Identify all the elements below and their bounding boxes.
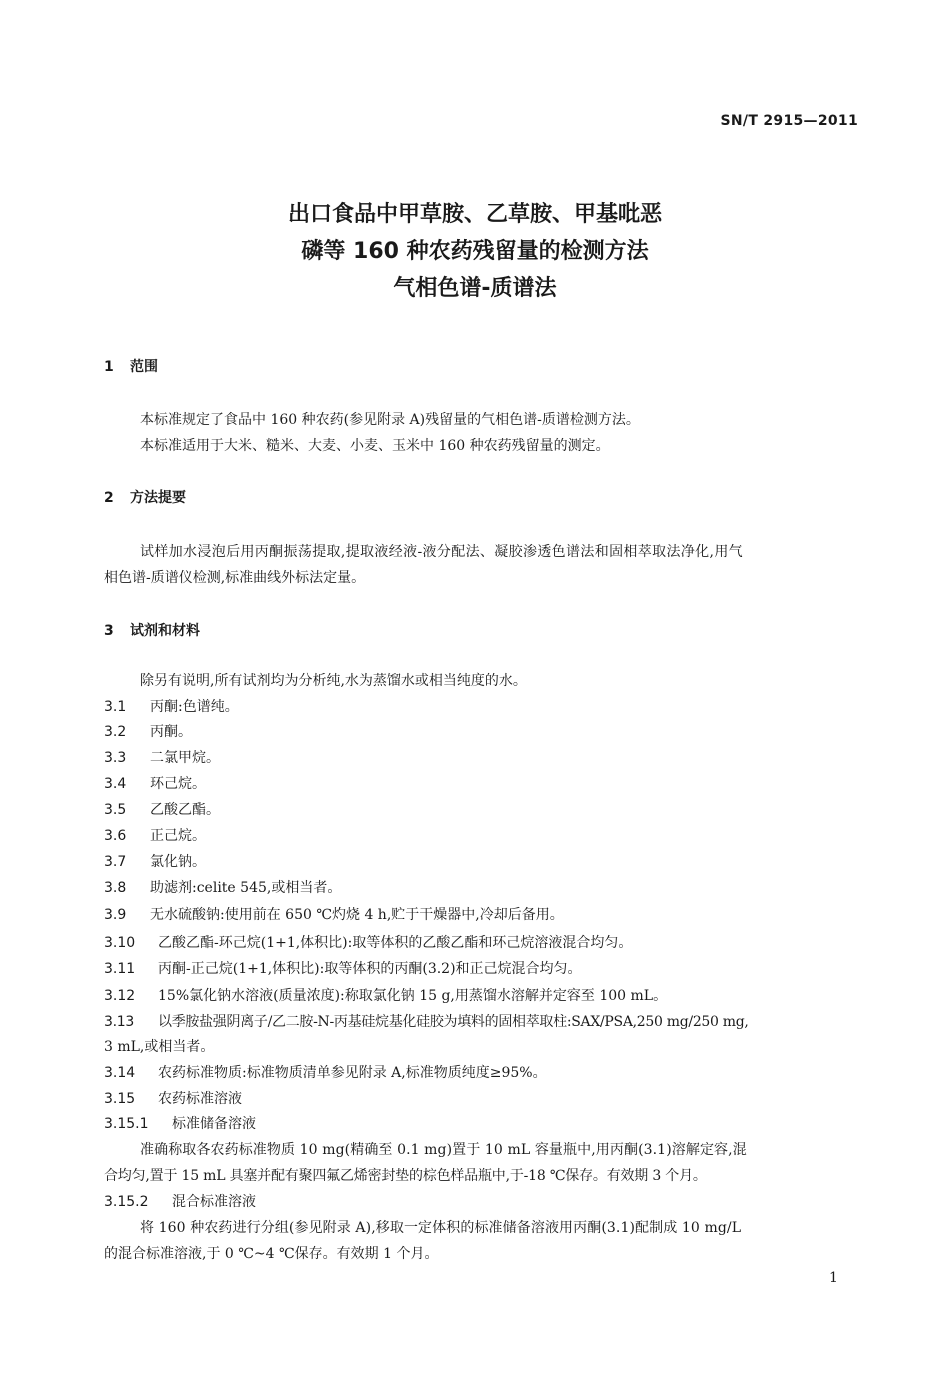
section-title: 范围 <box>130 359 158 375</box>
list-item-continuation <box>104 1036 214 1056</box>
item-text: 乙酸乙酯。 <box>150 802 220 818</box>
section-title: 方法提要 <box>130 490 186 506</box>
list-item <box>104 721 192 741</box>
item-text: 乙酸乙酯-环己烷(1+1,体积比):取等体积的乙酸乙酯和环己烷溶液混合均匀。 <box>158 935 633 951</box>
item-text: 丙酮:色谱纯。 <box>150 699 239 715</box>
item-text: 丙酮-正己烷(1+1,体积比):取等体积的丙酮(3.2)和正己烷混合均匀。 <box>158 961 582 977</box>
item-number: 3.3 <box>104 750 127 766</box>
list-item <box>104 958 582 978</box>
section-2-heading <box>104 487 186 507</box>
list-item <box>104 799 220 819</box>
section-1-paragraph-1: 本标准规定了食品中 160 种农药(参见附录 A)残留量的气相色谱-质谱检测方法。 <box>140 412 640 428</box>
section-2-paragraph-line-1: 试样加水浸泡后用丙酮振荡提取,提取液经液-液分配法、凝胶渗透色谱法和固相萃取法净化,用气 <box>140 544 744 560</box>
item-text: 3 mL,或相当者。 <box>104 1039 215 1055</box>
subsection-3-15-2-line-1: 将 160 种农药进行分组(参见附录 A),移取一定体积的标准储备溶液用丙酮(3.1)配制成 10 mg/L <box>140 1220 742 1236</box>
item-text: 正己烷。 <box>150 828 206 844</box>
item-number: 3.2 <box>104 724 127 740</box>
list-item <box>104 985 667 1005</box>
list-item <box>104 1062 547 1082</box>
item-text: 农药标准物质:标准物质清单参见附录 A,标准物质纯度≥95%。 <box>158 1065 547 1081</box>
item-text: 环己烷。 <box>150 776 206 792</box>
item-number: 3.7 <box>104 854 127 870</box>
section-number: 2 <box>104 490 114 506</box>
item-number: 3.1 <box>104 699 127 715</box>
item-text: 氯化钠。 <box>150 854 206 870</box>
item-text: 15%氯化钠水溶液(质量浓度):称取氯化钠 15 g,用蒸馏水溶解并定容至 100 mL。 <box>158 988 668 1004</box>
title-line-1: 出口食品中甲草胺、乙草胺、甲基吡恶 <box>287 202 662 227</box>
item-number: 3.11 <box>104 961 136 977</box>
item-number: 3.14 <box>104 1065 136 1081</box>
item-text: 助滤剂:celite 545,或相当者。 <box>150 880 342 896</box>
list-item <box>104 696 239 716</box>
item-number: 3.15.1 <box>104 1116 149 1132</box>
section-1-paragraph-2: 本标准适用于大米、糙米、大麦、小麦、玉米中 160 种农药残留量的测定。 <box>140 438 610 454</box>
standard-number: SN/T 2915—2011 <box>720 113 858 129</box>
item-number: 3.13 <box>104 1014 134 1030</box>
section-number: 1 <box>104 359 114 375</box>
list-item <box>104 825 206 845</box>
list-item <box>104 773 206 793</box>
subsection-3-15-1-line-1: 准确称取各农药标准物质 10 mg(精确至 0.1 mg)置于 10 mL 容量瓶中,用丙酮(3.1)溶解定容,混 <box>140 1142 747 1158</box>
list-item <box>104 1113 256 1133</box>
list-item <box>104 851 206 871</box>
item-number: 3.9 <box>104 907 127 923</box>
item-number: 3.6 <box>104 828 127 844</box>
list-item <box>104 932 632 952</box>
item-text: 丙酮。 <box>150 724 192 740</box>
item-text: 以季胺盐强阴离子/乙二胺-N-丙基硅烷基化硅胶为填料的固相萃取柱:SAX/PSA,250 mg/250 mg, <box>158 1014 749 1030</box>
item-text: 二氯甲烷。 <box>150 750 220 766</box>
item-number: 3.10 <box>104 935 136 951</box>
item-number: 3.8 <box>104 880 127 896</box>
item-number: 3.15.2 <box>104 1194 149 1210</box>
list-item <box>104 1191 256 1211</box>
item-number: 3.15 <box>104 1091 136 1107</box>
list-item <box>104 904 564 924</box>
section-title: 试剂和材料 <box>130 623 200 639</box>
item-text: 标准储备溶液 <box>172 1116 256 1132</box>
section-2-paragraph-line-2: 相色谱-质谱仪检测,标准曲线外标法定量。 <box>104 570 366 586</box>
title-line-2: 磷等 160 种农药残留量的检测方法 <box>301 239 649 264</box>
item-number: 3.4 <box>104 776 127 792</box>
item-number: 3.12 <box>104 988 136 1004</box>
subsection-3-15-2-line-2: 的混合标准溶液,于 0 ℃~4 ℃保存。有效期 1 个月。 <box>104 1246 439 1262</box>
list-item <box>104 877 341 897</box>
item-text: 无水硫酸钠:使用前在 650 ℃灼烧 4 h,贮于干燥器中,冷却后备用。 <box>150 907 564 923</box>
section-1-heading <box>104 356 158 376</box>
list-item <box>104 747 220 767</box>
subsection-3-15-1-line-2: 合均匀,置于 15 mL 具塞并配有聚四氟乙烯密封垫的棕色样品瓶中,于-18 ℃保存。有效期 3 个月。 <box>104 1168 707 1184</box>
document-title <box>0 196 950 307</box>
section-number: 3 <box>104 623 114 639</box>
item-text: 农药标准溶液 <box>158 1091 242 1107</box>
item-number: 3.5 <box>104 802 127 818</box>
title-line-3: 气相色谱-质谱法 <box>393 276 557 301</box>
list-item <box>104 1011 749 1031</box>
item-text: 混合标准溶液 <box>172 1194 256 1210</box>
page-number: 1 <box>829 1270 838 1286</box>
section-3-heading <box>104 620 200 640</box>
list-item <box>104 1088 242 1108</box>
section-3-intro: 除另有说明,所有试剂均为分析纯,水为蒸馏水或相当纯度的水。 <box>140 673 527 689</box>
